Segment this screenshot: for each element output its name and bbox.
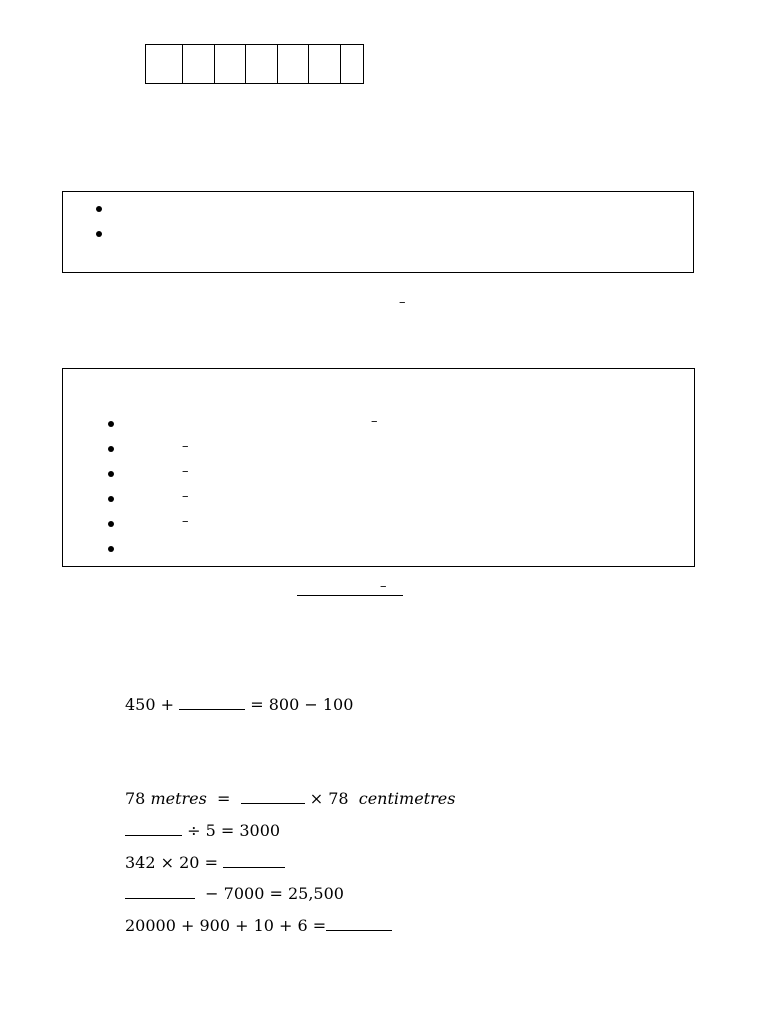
answer-blank[interactable] (223, 853, 285, 868)
equation-3 (125, 821, 280, 841)
bullet-point (96, 206, 102, 212)
answer-blank[interactable] (125, 821, 182, 836)
equation-text: 342 × 20 = (125, 853, 218, 872)
dash-mark: – (182, 439, 189, 454)
bullet-point (108, 496, 114, 502)
equation-text: ÷ 5 = 3000 (187, 821, 281, 840)
equation-text: 450 + (125, 695, 175, 714)
equation-text: − 7000 = 25,500 (205, 884, 344, 903)
equation-4 (125, 853, 285, 873)
answer-blank[interactable] (241, 789, 305, 804)
bullet-point (108, 546, 114, 552)
answer-blank[interactable] (179, 695, 245, 710)
equation-text: 78 (125, 789, 146, 808)
digit-box[interactable] (183, 45, 215, 83)
dash-mark: – (182, 489, 189, 504)
heading-underline (297, 595, 403, 596)
answer-digit-boxes (145, 44, 364, 84)
digit-box[interactable] (309, 45, 341, 83)
unit-text: metres (150, 789, 207, 808)
equation-text: 20000 + 900 + 10 + 6 = (125, 916, 327, 935)
equation-text: = 800 − 100 (250, 695, 354, 714)
digit-box[interactable] (246, 45, 278, 83)
equation-text: × 78 (309, 789, 349, 808)
digit-box[interactable] (341, 45, 364, 83)
digit-box[interactable] (278, 45, 309, 83)
unit-text: centimetres (358, 789, 456, 808)
bullet-point (96, 231, 102, 237)
bullet-point (108, 521, 114, 527)
equation-6 (125, 916, 392, 936)
equation-5 (125, 884, 344, 904)
digit-box[interactable] (215, 45, 246, 83)
dash-mark: – (399, 295, 406, 310)
dash-mark: – (371, 414, 378, 429)
equation-1 (125, 695, 353, 715)
equation-text: = (217, 789, 231, 808)
dash-mark: – (182, 464, 189, 479)
bullet-box-1 (62, 191, 694, 273)
dash-mark: – (380, 579, 387, 594)
bullet-point (108, 421, 114, 427)
bullet-box-2 (62, 368, 695, 567)
dash-mark: – (182, 514, 189, 529)
answer-blank[interactable] (326, 916, 392, 931)
bullet-point (108, 446, 114, 452)
equation-2 (125, 789, 455, 809)
digit-box[interactable] (146, 45, 183, 83)
bullet-point (108, 471, 114, 477)
answer-blank[interactable] (125, 884, 195, 899)
